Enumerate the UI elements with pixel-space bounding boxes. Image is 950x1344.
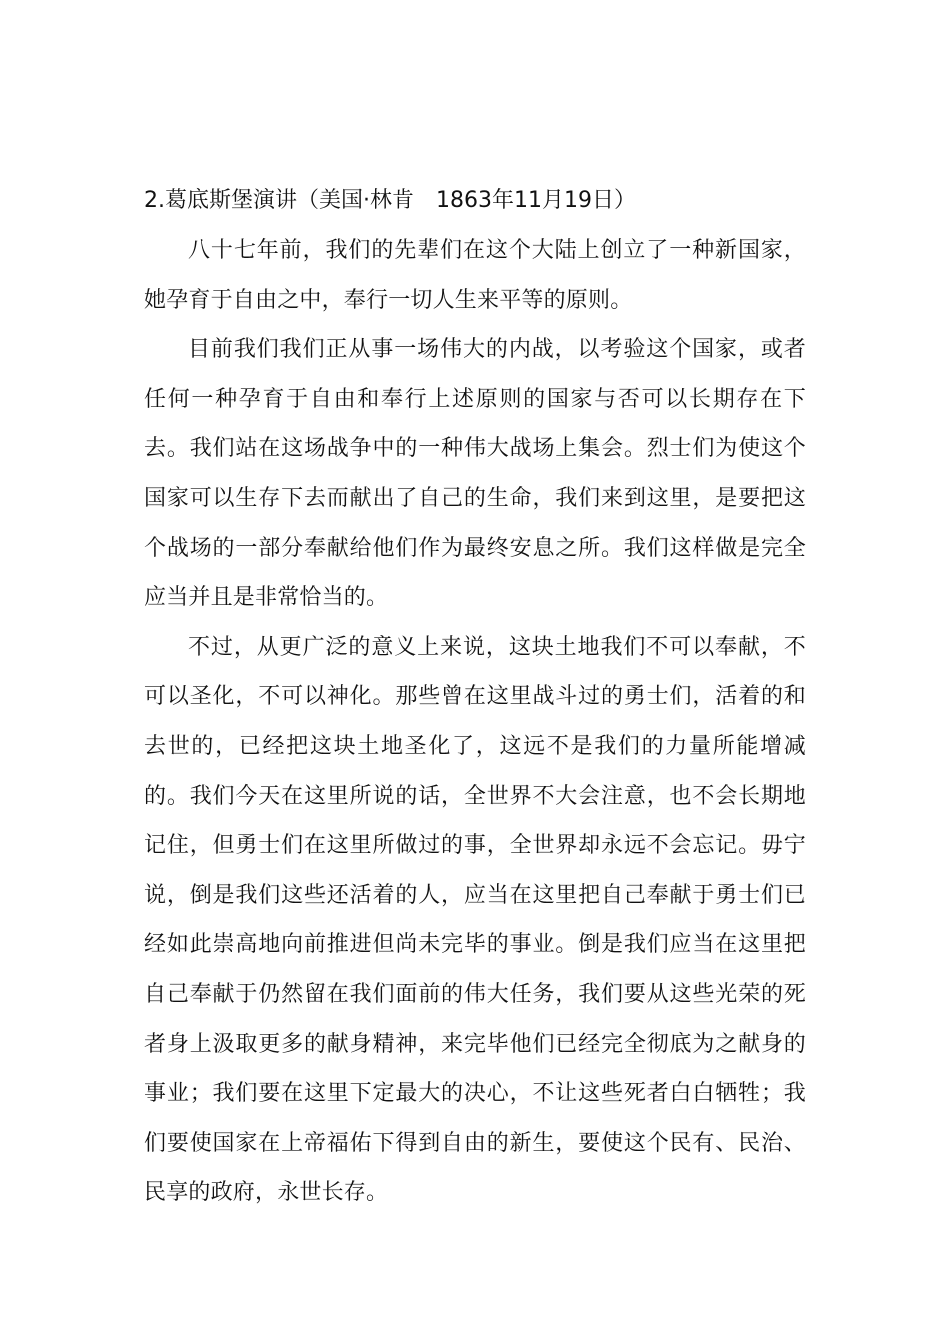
document-body (144, 176, 806, 1218)
paragraph-1: 八十七年前，我们的先辈们在这个大陆上创立了一种新国家，她孕育于自由之中，奉行一切人生来平等的原则。 (144, 238, 806, 313)
paragraph-3: 不过，从更广泛的意义上来说，这块土地我们不可以奉献，不可以圣化，不可以神化。那些曾在这里战斗过的勇士们，活着的和去世的，已经把这块土地圣化了，这远不是我们的力量所能增减的。我们今天在这里所说的话，全世界不大会注意，也不会长期地记住，但勇士们在这里所做过的事，全世界却永远不会忘记。毋宁说，倒是我们这些还活着的人，应当在这里把自己奉献于勇士们已经如此崇高地向前推进但尚未完毕的事业。倒是我们应当在这里把自己奉献于仍然留在我们面前的伟大任务，我们要从这些光荣的死者身上汲取更多的献身精神，来完毕他们已经完全彻底为之献身的事业；我们要在这里下定最大的决心，不让这些死者白白牺牲；我们要使国家在上帝福佑下得到自由的新生，要使这个民有、民治、民享的政府，永世长存。 (144, 634, 806, 1206)
paragraph-2: 目前我们我们正从事一场伟大的内战，以考验这个国家，或者任何一种孕育于自由和奉行上述原则的国家与否可以长期存在下去。我们站在这场战争中的一种伟大战场上集会。烈士们为使这个国家可以生存下去而献出了自己的生命，我们来到这里，是要把这个战场的一部分奉献给他们作为最终安息之所。我们这样做是完全应当并且是非常恰当的。 (144, 337, 806, 611)
document-title: 2.葛底斯堡演讲（美国·林肯 1863年11月19日） (144, 188, 636, 213)
